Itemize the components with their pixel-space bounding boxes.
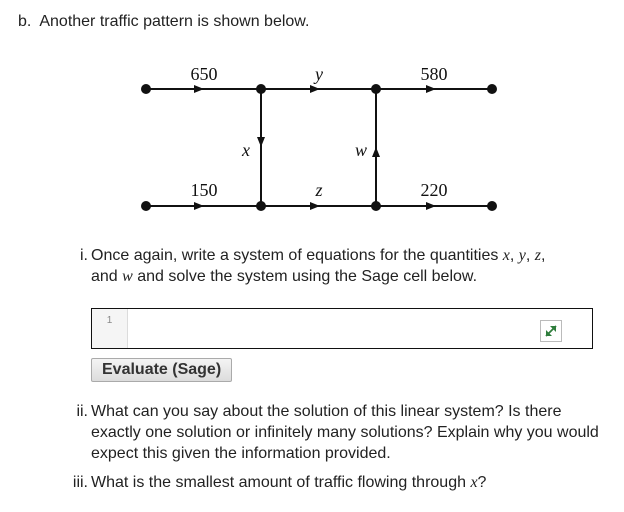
question-ii-text: What can you say about the solution of this linear system? Is there exactly one solution or infinitely many solutions? Explain why you would expect this given the information provided. bbox=[91, 403, 599, 462]
question-iii-body: What is the smallest amount of traffic flowing through bbox=[91, 474, 471, 491]
arrow-top-middle bbox=[310, 85, 320, 93]
question-iii bbox=[60, 472, 600, 494]
sage-code-editor[interactable] bbox=[129, 309, 552, 348]
question-iii-text bbox=[91, 472, 601, 493]
previous-text-clipped bbox=[0, 0, 624, 2]
label-bottom-middle: z bbox=[315, 180, 323, 200]
sage-cell[interactable] bbox=[91, 308, 593, 349]
var-y: y bbox=[518, 247, 526, 264]
node-bottom-junction-right bbox=[371, 201, 381, 211]
question-ii bbox=[60, 401, 600, 464]
label-bottom-right: 220 bbox=[420, 180, 448, 200]
question-ii-marker: ii. bbox=[76, 403, 88, 420]
question-i-and: and bbox=[91, 268, 123, 285]
question-i-line1: Once again, write a system of equations for the quantities bbox=[91, 247, 503, 264]
node-bottom-left-end bbox=[141, 201, 151, 211]
line-number-gutter: 1 bbox=[92, 309, 128, 348]
question-iii-marker: iii. bbox=[72, 474, 88, 491]
label-top-left: 650 bbox=[190, 64, 218, 84]
arrow-top-left bbox=[194, 85, 204, 93]
evaluate-sage-button[interactable]: Evaluate (Sage) bbox=[91, 358, 232, 382]
node-top-right-end bbox=[487, 84, 497, 94]
node-top-left-end bbox=[141, 84, 151, 94]
label-vertical-left: x bbox=[242, 140, 250, 160]
label-top-middle: y bbox=[315, 64, 323, 84]
expand-arrows-icon bbox=[541, 321, 561, 341]
label-vertical-right: w bbox=[354, 140, 368, 160]
label-top-right: 580 bbox=[420, 64, 448, 84]
question-i-marker: i. bbox=[80, 247, 88, 264]
arrow-bottom-middle bbox=[310, 202, 320, 210]
var-x-iii: x bbox=[470, 474, 478, 491]
node-top-junction-right bbox=[371, 84, 381, 94]
arrow-w-up bbox=[372, 147, 380, 157]
node-bottom-junction-left bbox=[256, 201, 266, 211]
node-bottom-right-end bbox=[487, 201, 497, 211]
arrow-bottom-left bbox=[194, 202, 204, 210]
part-b-heading bbox=[18, 12, 309, 32]
arrow-top-right bbox=[426, 85, 436, 93]
question-i bbox=[60, 245, 600, 289]
part-b-marker: b. bbox=[18, 13, 32, 30]
expand-icon[interactable] bbox=[540, 320, 562, 342]
label-bottom-left: 150 bbox=[190, 180, 218, 200]
var-z: z bbox=[534, 247, 542, 264]
var-w: w bbox=[122, 268, 133, 285]
part-b-text: Another traffic pattern is shown below. bbox=[39, 13, 310, 30]
var-x: x bbox=[502, 247, 510, 264]
traffic-network-diagram bbox=[120, 55, 520, 225]
arrow-x-down bbox=[257, 137, 265, 147]
question-i-text: Once again, write a system of equations for the quantities x, y, z, and w and solve the system using the Sage cell below. bbox=[91, 247, 546, 285]
question-i-line2: and solve the system using the Sage cell below. bbox=[132, 268, 478, 285]
question-iii-end: ? bbox=[477, 474, 487, 491]
arrow-bottom-right bbox=[426, 202, 436, 210]
node-top-junction-left bbox=[256, 84, 266, 94]
